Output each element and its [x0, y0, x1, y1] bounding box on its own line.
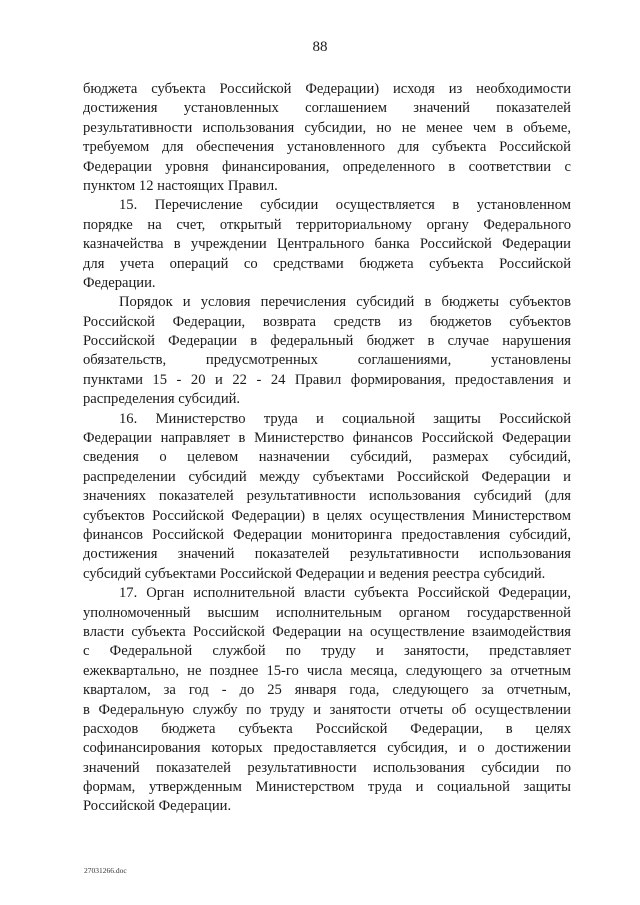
text-line: сведения о целевом назначении субсидий, размерах субсидий, [83, 449, 571, 466]
text-line: расходов бюджета субъекта Российской Федерации, в целях [83, 720, 571, 737]
text-line: уполномоченный высшим исполнительным органом государственной [83, 604, 571, 621]
footer-filename: 27031266.doc [84, 866, 127, 875]
text-line: для учета операций со средствами бюджета субъекта Российской [83, 255, 571, 272]
text-line: 15. Перечисление субсидии осуществляется в установленном [119, 197, 571, 214]
text-line: субсидий субъектами Российской Федерации и ведения реестра субсидий. [83, 565, 546, 582]
text-line: требуемом для обеспечения установленного для субъекта Российской [83, 139, 571, 156]
text-line: порядке на счет, открытый территориальному органу Федерального [83, 216, 571, 233]
text-line: софинансирования которых предоставляется субсидия, и о достижении [83, 740, 571, 757]
text-line: Российской Федерации, возврата средств из бюджетов субъектов [83, 313, 571, 330]
text-line: 16. Министерство труда и социальной защиты Российской [119, 410, 571, 427]
text-line: достижения установленных соглашением значений показателей [83, 100, 571, 117]
text-line: Российской Федерации. [83, 798, 232, 815]
text-line: с Федеральной службой по труду и занятости, представляет [83, 643, 571, 660]
text-line: значений показателей результативности использования субсидии по [83, 759, 571, 776]
document-body [83, 80, 571, 817]
text-line: Федерации. [83, 274, 156, 291]
text-line: Федерации направляет в Министерство финансов Российской Федерации [83, 430, 571, 447]
text-line: формам, утвержденным Министерством труда и социальной защиты [83, 779, 571, 796]
text-line: результативности использования субсидии, но не менее чем в объеме, [83, 119, 571, 136]
text-line: 17. Орган исполнительной власти субъекта Российской Федерации, [119, 585, 571, 602]
text-line: значениях показателей результативности использования субсидий (для [83, 488, 571, 505]
text-line: бюджета субъекта Российской Федерации) исходя из необходимости [83, 81, 571, 97]
text-line: финансов Российской Федерации мониторинга предоставления субсидий, [83, 526, 571, 543]
text-line: Федерации уровня финансирования, определенного в соответствии с [83, 158, 571, 175]
text-line: распределения субсидий. [83, 391, 241, 408]
text-line: пунктами 15 - 20 и 22 - 24 Правил формирования, предоставления и [83, 371, 571, 388]
text-line: пунктом 12 настоящих Правил. [83, 177, 278, 194]
text-line: в Федеральную службу по труду и занятости отчеты об осуществлении [83, 701, 571, 718]
text-line: Российской Федерации в федеральный бюджет в случае нарушения [83, 333, 571, 350]
text-line: обязательств, предусмотренных соглашениями, установлены [83, 352, 571, 369]
text-line: ежеквартально, не позднее 15-го числа месяца, следующего за отчетным [83, 662, 571, 679]
page-number: 88 [312, 39, 328, 55]
text-line: распределении субсидий между субъектами Российской Федерации и [83, 468, 571, 485]
text-line: Порядок и условия перечисления субсидий в бюджеты субъектов [119, 294, 571, 311]
text-line: казначейства в учреждении Центрального банка Российской Федерации [83, 236, 571, 253]
text-line: власти субъекта Российской Федерации на осуществление взаимодействия [83, 623, 571, 640]
text-line: кварталом, за год - до 25 января года, следующего за отчетным, [83, 682, 571, 699]
text-line: достижения значений показателей результативности использования [83, 546, 571, 563]
text-line: субъектов Российской Федерации) в целях осуществления Министерством [83, 507, 571, 524]
